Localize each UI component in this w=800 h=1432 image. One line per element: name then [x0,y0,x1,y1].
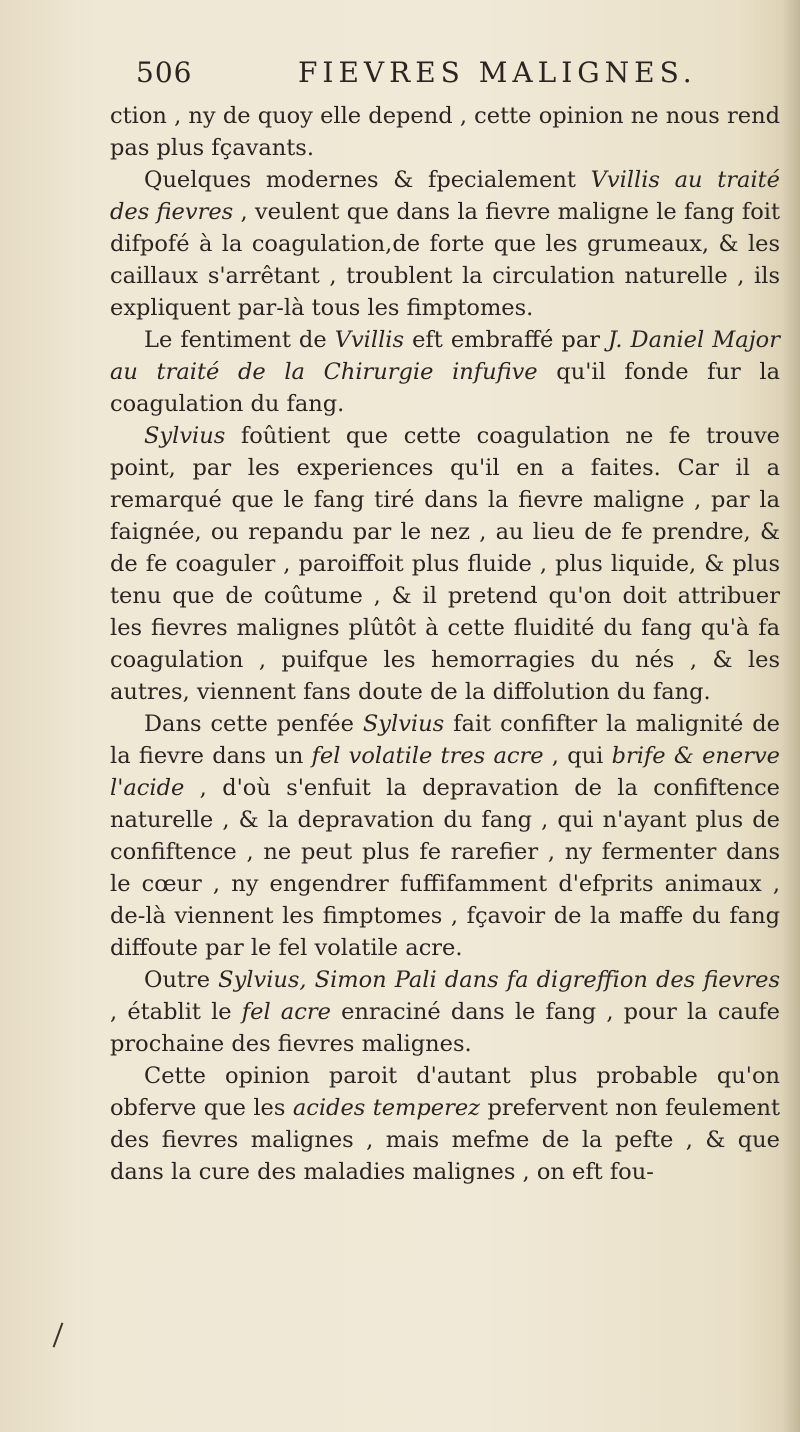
paragraph [110,1060,780,1188]
italic-text-segment: Sylvius, Simon Pali dans fa digreffion des fievres [218,967,780,993]
stray-ink-mark [53,1322,64,1347]
body-text [110,100,780,1188]
italic-text-segment: Vvillis [334,327,405,353]
paragraph [110,964,780,1060]
italic-text-segment: Sylvius [144,423,226,449]
text-segment: Le fentiment de [144,327,335,353]
italic-text-segment: acides temperez [292,1095,481,1121]
paragraph [110,100,780,164]
text-segment: ction , ny de quoy elle depend , cette opinion ne nous rend pas plus fçavants. [110,103,780,161]
italic-text-segment: fel acre [241,999,331,1025]
text-segment: enraciné dans le fang , pour la caufe prochaine des fievres malignes. [110,999,780,1057]
paragraph [110,324,780,420]
paragraph [110,420,780,708]
italic-text-segment: J. Daniel Major au traité de la Chirurgie infufive [110,327,780,385]
text-segment: qu'il fonde fur la coagulation du fang. [110,359,780,417]
text-segment: Dans cette penfée [144,711,363,737]
paragraph [110,164,780,324]
italic-text-segment: brife & enerve l'acide [110,743,780,801]
text-segment: , qui [543,743,612,769]
running-title: FIEVRES MALIGNES. [298,56,697,89]
text-segment: eft embraffé par [404,327,609,353]
text-segment: Outre [144,967,219,993]
page-number: 506 [136,56,193,89]
text-segment: fait confifter la malignité de la fievre dans un [110,711,780,769]
text-segment: foûtient que cette coagulation ne fe trouve point, par les experiences qu'il en a faites. Car il a remarqué que le fang tiré dans la fievre maligne , par la faignée, ou repandu par le nez , au lieu de fe prendre, & de fe coaguler , paroiffoit plus fluide , plus liquide, & plus tenu que de coûtume , & il pretend qu'on doit attribuer les fievres malignes plûtôt à cette fluidité du fang qu'à fa coagulation , puifque les hemorragies du nés , & les autres, viennent fans doute de la diffolution du fang. [110,423,780,705]
paragraph [110,708,780,964]
text-segment: prefervent non feulement des fievres malignes , mais mefme de la pefte , & que dans la cure des maladies malignes , on eft fou- [110,1095,781,1185]
text-segment: , établit le [110,999,242,1025]
text-segment: Quelques modernes & fpecialement [144,167,591,193]
italic-text-segment: Vvillis au traité des fievres [110,167,780,225]
page-header [110,50,770,96]
page-edge-shadow [782,0,800,1432]
text-segment: , d'où s'enfuit la depravation de la confiftence naturelle , & la depravation du fang , qui n'ayant plus de confiftence , ne peut plus fe rarefier , ny fermenter dans le cœur , ny engendrer fuffifamment d'efprits animaux , de-là viennent les fimptomes , fçavoir de la maffe du fang diffoute par le fel volatile acre. [110,775,780,961]
italic-text-segment: Sylvius [362,711,445,737]
text-segment: Cette opinion paroit d'autant plus probable qu'on obferve que les [110,1063,780,1121]
text-segment: , veulent que dans la fievre maligne le fang foit difpofé à la coagulation,de forte que les grumeaux, & les caillaux s'arrêtant , troublent la circulation naturelle , ils expliquent par-là tous les fimptomes. [110,199,780,321]
italic-text-segment: fel volatile tres acre [311,743,544,769]
